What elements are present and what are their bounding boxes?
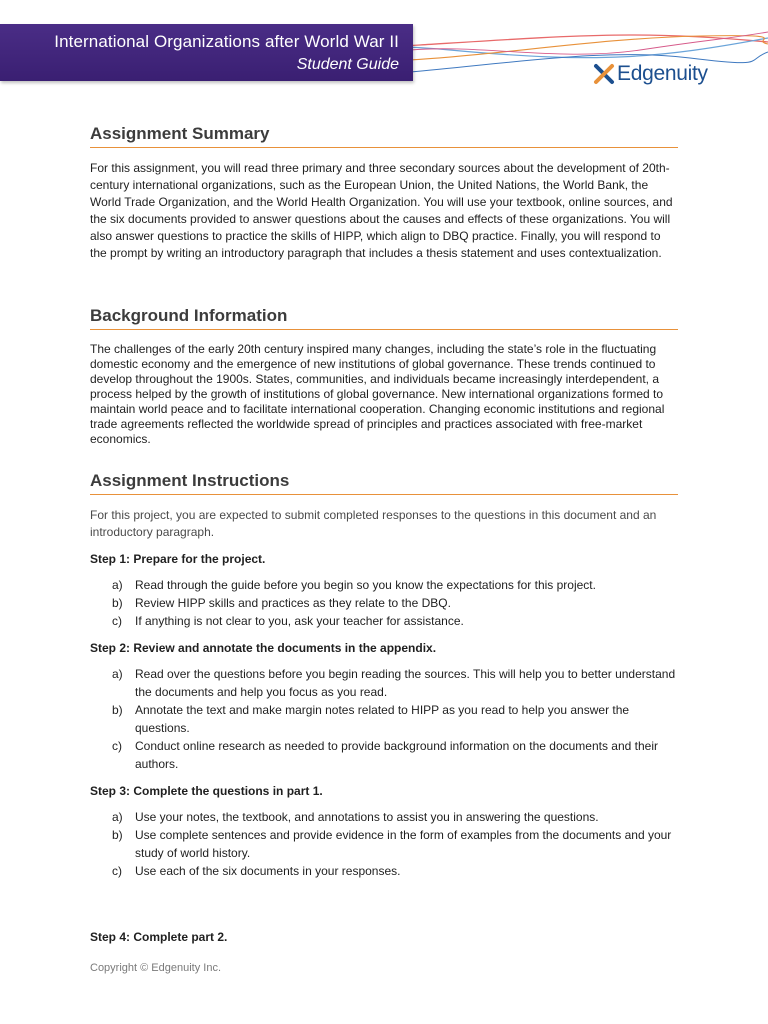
list-item <box>90 737 678 773</box>
list-marker: c) <box>112 864 122 878</box>
document-subtitle: Student Guide <box>296 56 399 73</box>
title-banner <box>0 24 413 81</box>
document-title: International Organizations after World War II <box>54 32 399 51</box>
step-1-title: Step 1: Prepare for the project. <box>90 552 266 566</box>
section-assignment-summary <box>90 124 678 262</box>
page-header <box>0 0 768 100</box>
step-2-list <box>90 665 678 773</box>
copyright-notice: Copyright © Edgenuity Inc. <box>90 962 222 974</box>
list-item <box>90 862 678 880</box>
list-marker: c) <box>112 739 122 753</box>
section-assignment-instructions <box>90 471 678 880</box>
step-2-title: Step 2: Review and annotate the documents in the appendix. <box>90 641 437 655</box>
list-item-text: Annotate the text and make margin notes related to HIPP as you read to help you answer the questions. <box>135 703 630 735</box>
list-item-text: If anything is not clear to you, ask your teacher for assistance. <box>135 614 464 628</box>
logo-wordmark: Edgenuity <box>617 62 708 85</box>
list-item <box>90 612 678 630</box>
background-paragraph: The challenges of the early 20th century inspired many changes, including the state’s role in the fluctuating domestic economy and the emergence of new institutions of global governance. These trends continued to develop throughout the 1900s. States, communities, and individuals became increasingly interdependent, a process helped by the growth of institutions of global governance. New international organizations formed to maintain world peace and to facilitate international cooperation. Changing economic institutions and regional trade agreements reflected the worldwide spread of principles and practices associated with free-market economics. <box>90 342 665 446</box>
list-marker: b) <box>112 596 123 610</box>
list-marker: b) <box>112 703 123 717</box>
list-item-text: Read over the questions before you begin reading the sources. This will help you to better understand the documents and help you focus as you read. <box>135 667 676 699</box>
list-item <box>90 665 678 701</box>
list-marker: a) <box>112 667 123 681</box>
step-3-list <box>90 808 678 880</box>
summary-paragraph: For this assignment, you will read three primary and three secondary sources about the development of 20th-century international organizations, such as the European Union, the United Nations, the World Bank, the World Trade Organization, and the World Health Organization. You will use your textbook, online sources, and the six documents provided to answer questions about the causes and effects of these organizations. You will also answer questions to practice the skills of HIPP, which align to DBQ practice. Finally, you will respond to the prompt by writing an introductory paragraph that includes a thesis statement and uses contextualization. <box>90 161 673 260</box>
list-marker: a) <box>112 810 123 824</box>
step-4-title: Step 4: Complete part 2. <box>90 930 228 944</box>
section-heading: Assignment Instructions <box>90 471 678 495</box>
list-item-text: Use complete sentences and provide evidence in the form of examples from the documents and your study of world history. <box>135 828 672 860</box>
edgenuity-logo <box>593 60 708 88</box>
list-marker: a) <box>112 578 123 592</box>
list-item <box>90 594 678 612</box>
section-heading: Assignment Summary <box>90 124 678 148</box>
list-marker: c) <box>112 614 122 628</box>
list-item <box>90 576 678 594</box>
list-item-text: Read through the guide before you begin so you know the expectations for this project. <box>135 578 596 592</box>
list-item-text: Review HIPP skills and practices as they relate to the DBQ. <box>135 596 451 610</box>
list-item <box>90 808 678 826</box>
section-background-information <box>90 306 678 447</box>
list-item-text: Use each of the six documents in your responses. <box>135 864 401 878</box>
step-1-list <box>90 576 678 630</box>
list-item-text: Use your notes, the textbook, and annotations to assist you in answering the questions. <box>135 810 599 824</box>
step-3-title: Step 3: Complete the questions in part 1. <box>90 784 323 798</box>
edgenuity-x-icon <box>593 63 615 85</box>
instructions-intro: For this project, you are expected to submit completed responses to the questions in this document and an introductory paragraph. <box>90 508 657 539</box>
list-item <box>90 701 678 737</box>
list-marker: b) <box>112 828 123 842</box>
list-item-text: Conduct online research as needed to provide background information on the documents and their authors. <box>135 739 659 771</box>
section-heading: Background Information <box>90 306 678 330</box>
list-item <box>90 826 678 862</box>
